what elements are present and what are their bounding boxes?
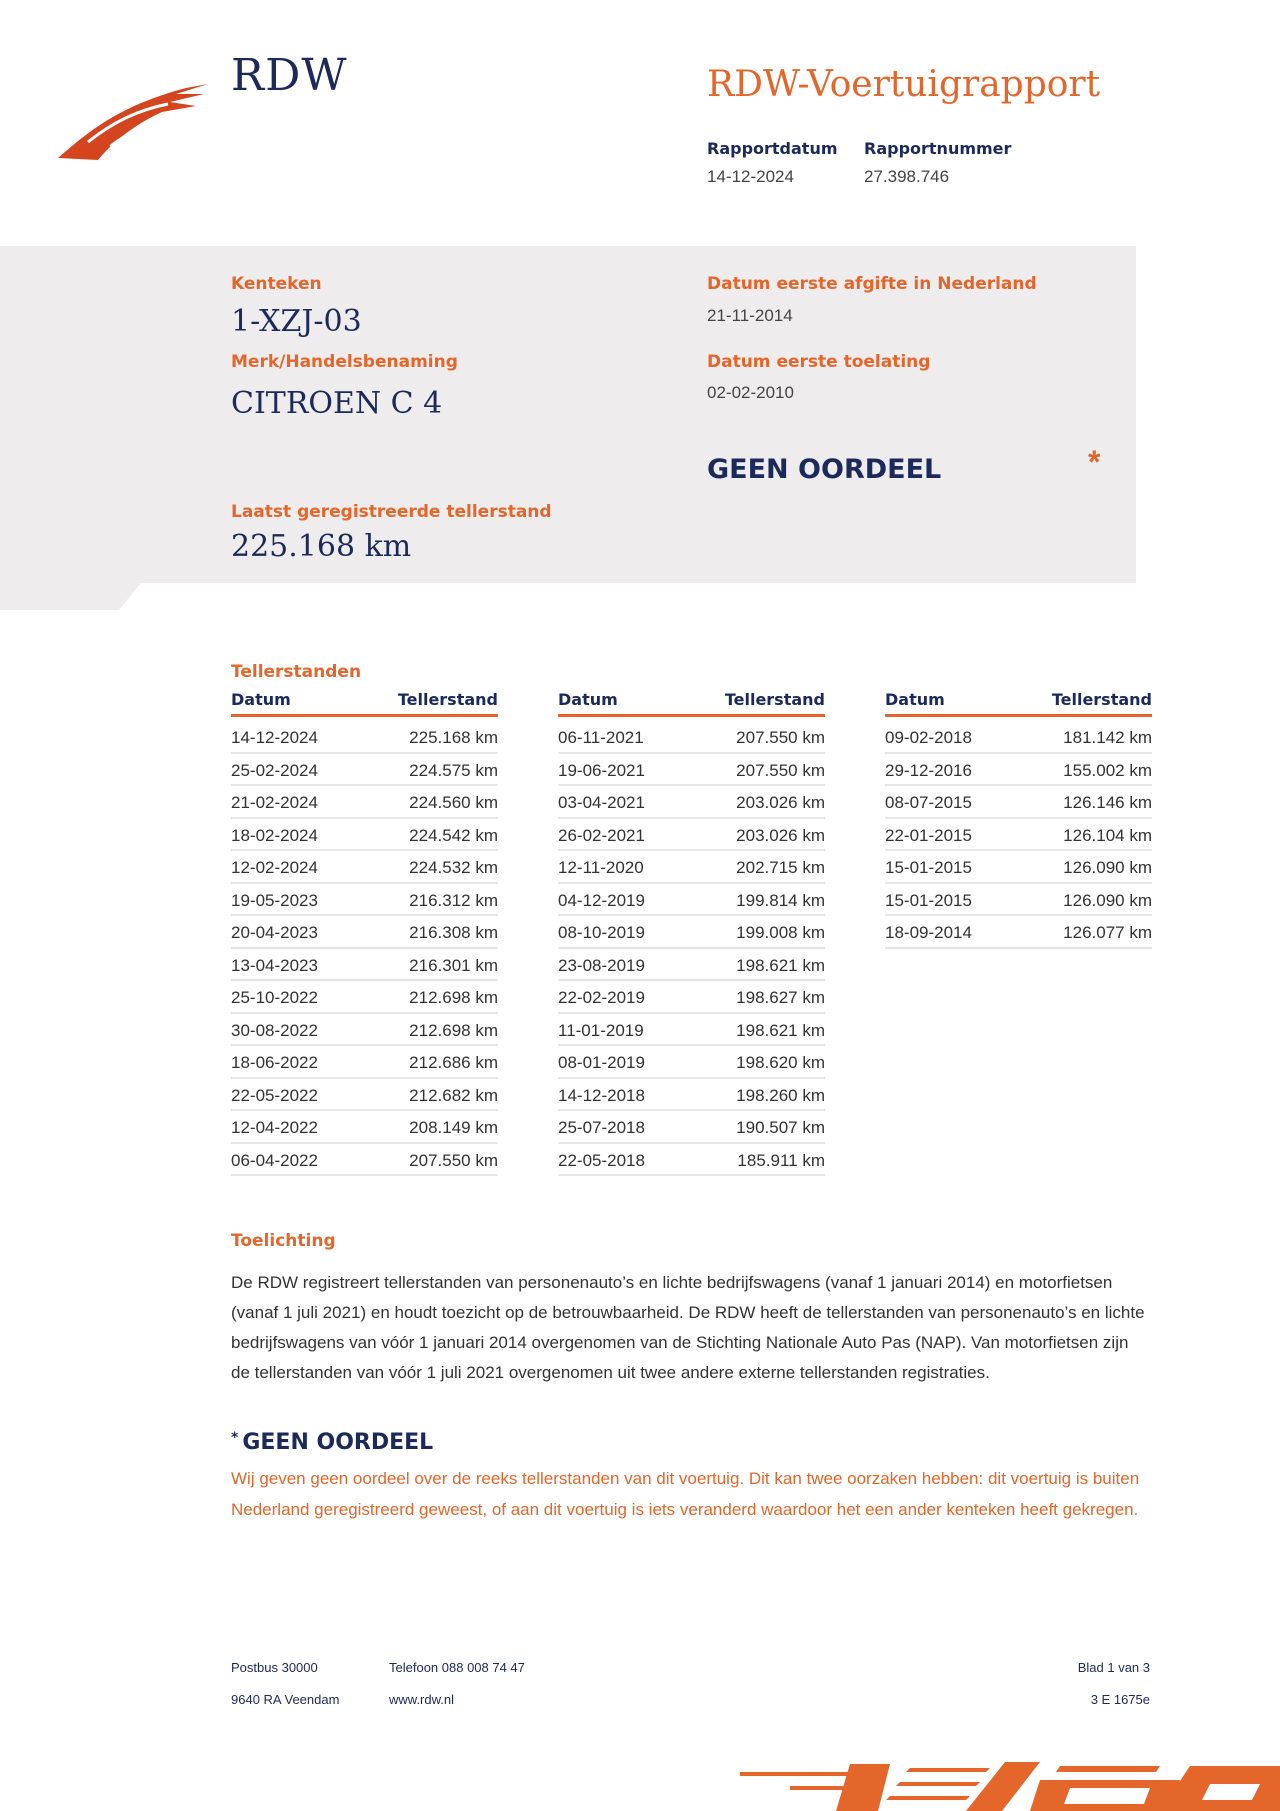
reading-value: 199.008 km <box>736 923 825 942</box>
reading-value: 216.301 km <box>409 955 498 975</box>
reading-value: 203.026 km <box>736 825 825 845</box>
readings-title: Tellerstanden <box>231 662 362 682</box>
nl-issue-value: 21-11-2014 <box>707 306 793 325</box>
reading-value: 198.620 km <box>736 1053 825 1072</box>
reading-date: 25-10-2022 <box>231 988 318 1007</box>
table-row <box>558 1079 825 1112</box>
table-row <box>885 916 1152 949</box>
reading-value: 155.002 km <box>1063 760 1152 780</box>
table-row <box>558 949 825 982</box>
reading-date: 12-04-2022 <box>231 1118 318 1137</box>
verdict-asterisk: * <box>1088 444 1101 480</box>
footer-city: 9640 RA Veendam <box>231 1692 340 1707</box>
reading-value: 203.026 km <box>736 793 825 812</box>
reading-date: 08-01-2019 <box>558 1053 645 1072</box>
reading-value: 126.090 km <box>1063 890 1152 910</box>
date-header: Datum <box>885 690 945 709</box>
table-row <box>885 819 1152 852</box>
make-value: CITROEN C 4 <box>231 386 443 421</box>
reading-date: 22-01-2015 <box>885 825 972 845</box>
footer-page: Blad 1 van 3 <box>1077 1660 1150 1675</box>
reading-date: 23-08-2019 <box>558 955 645 975</box>
reading-date: 18-06-2022 <box>231 1053 318 1072</box>
footer-web[interactable]: www.rdw.nl <box>389 1692 455 1707</box>
table-row <box>558 1014 825 1047</box>
reading-value: 126.146 km <box>1063 793 1152 812</box>
reading-date: 11-01-2019 <box>558 1020 644 1040</box>
reading-date: 13-04-2023 <box>231 955 318 975</box>
report-number: 27.398.746 <box>864 167 950 186</box>
reading-date: 22-05-2018 <box>558 1150 645 1170</box>
readings-column-1 <box>231 690 498 1176</box>
table-row <box>558 981 825 1014</box>
reading-value: 212.698 km <box>409 988 498 1007</box>
table-row <box>558 1144 825 1177</box>
reading-value: 126.090 km <box>1063 858 1152 877</box>
table-row <box>558 1046 825 1079</box>
reading-date: 06-11-2021 <box>558 728 644 747</box>
reading-date: 15-01-2015 <box>885 858 972 877</box>
plate-value: 1-XZJ-03 <box>231 304 362 339</box>
report-date-label: Rapportdatum <box>707 139 838 158</box>
value-header: Tellerstand <box>724 690 825 709</box>
reading-value: 225.168 km <box>409 728 498 747</box>
reading-date: 04-12-2019 <box>558 890 645 910</box>
table-row <box>558 884 825 917</box>
footer-code: 3 E 1675e <box>1090 1692 1150 1707</box>
reading-date: 19-06-2021 <box>558 760 645 780</box>
reading-date: 12-11-2020 <box>558 858 644 877</box>
table-row <box>885 786 1152 819</box>
table-row <box>885 754 1152 787</box>
readings-column-2 <box>558 690 825 1176</box>
reading-date: 19-05-2023 <box>231 890 318 910</box>
reading-date: 06-04-2022 <box>231 1150 318 1170</box>
table-row <box>558 916 825 949</box>
reading-value: 198.621 km <box>736 955 825 975</box>
table-row <box>885 851 1152 884</box>
table-row <box>231 1111 498 1144</box>
reading-value: 207.550 km <box>736 728 825 747</box>
readings-rows <box>885 721 1152 949</box>
reading-date: 14-12-2024 <box>231 728 318 747</box>
odometer-value: 225.168 km <box>231 529 412 564</box>
reading-value: 224.542 km <box>409 825 498 845</box>
reading-date: 14-12-2018 <box>558 1085 645 1105</box>
table-row <box>231 721 498 754</box>
reading-date: 29-12-2016 <box>885 760 972 780</box>
table-row <box>231 851 498 884</box>
reading-value: 216.308 km <box>409 923 498 942</box>
reading-value: 198.260 km <box>736 1085 825 1105</box>
verdict: GEEN OORDEEL <box>707 454 942 485</box>
table-row <box>885 884 1152 917</box>
reading-value: 216.312 km <box>409 890 498 910</box>
rdw-logo-icon <box>58 82 208 160</box>
reading-date: 25-02-2024 <box>231 760 318 780</box>
readings-header <box>885 690 1152 717</box>
table-row <box>231 1046 498 1079</box>
reading-value: 202.715 km <box>736 858 825 877</box>
vehicle-panel-tab <box>0 578 145 610</box>
table-row <box>231 754 498 787</box>
reading-date: 25-07-2018 <box>558 1118 645 1137</box>
reading-value: 224.560 km <box>409 793 498 812</box>
readings-rows <box>231 721 498 1176</box>
table-row <box>558 851 825 884</box>
reading-date: 20-04-2023 <box>231 923 318 942</box>
reading-value: 199.814 km <box>736 890 825 910</box>
table-row <box>231 1144 498 1177</box>
note-asterisk: * <box>231 1430 239 1446</box>
explanation-title: Toelichting <box>231 1231 336 1251</box>
reading-value: 185.911 km <box>737 1150 825 1170</box>
report-number-label: Rapportnummer <box>864 139 1012 158</box>
make-label: Merk/Handelsbenaming <box>231 352 458 372</box>
readings-column-3 <box>885 690 1152 949</box>
footer-phone: Telefoon 088 008 74 47 <box>389 1660 525 1675</box>
table-row <box>558 819 825 852</box>
table-row <box>231 916 498 949</box>
reading-date: 08-07-2015 <box>885 793 972 812</box>
reading-date: 18-02-2024 <box>231 825 318 845</box>
explanation-text: De RDW registreert tellerstanden van personenauto’s en lichte bedrijfswagens (vanaf 1 januari 2014) en motorfietsen (vanaf 1 juli 2021) en houdt toezicht op de betrouwbaarheid. De RDW heeft de tellerstanden van personenauto’s en lichte bedrijfswagens van vóór 1 januari 2014 overgenomen van de Stichting Nationale Auto Pas (NAP). Van motorfietsen zijn de tellerstanden van vóór 1 juli 2021 overgenomen uit twee andere externe tellerstanden registraties. <box>231 1273 1145 1382</box>
footer-postbus: Postbus 30000 <box>231 1660 318 1675</box>
reading-date: 30-08-2022 <box>231 1020 318 1040</box>
reading-date: 18-09-2014 <box>885 923 972 942</box>
readings-header <box>231 690 498 717</box>
reading-date: 21-02-2024 <box>231 793 318 812</box>
reading-value: 212.698 km <box>409 1020 498 1040</box>
reading-date: 03-04-2021 <box>558 793 645 812</box>
plate-label: Kenteken <box>231 274 322 294</box>
reading-value: 190.507 km <box>736 1118 825 1137</box>
reading-value: 181.142 km <box>1063 728 1152 747</box>
table-row <box>558 754 825 787</box>
date-header: Datum <box>231 690 291 709</box>
reading-date: 26-02-2021 <box>558 825 645 845</box>
reading-value: 207.550 km <box>409 1150 498 1170</box>
decorative-stripes-icon <box>740 1760 1280 1811</box>
table-row <box>231 981 498 1014</box>
reading-value: 212.682 km <box>409 1085 498 1105</box>
value-header: Tellerstand <box>397 690 498 709</box>
table-row <box>231 1079 498 1112</box>
logo-text: RDW <box>231 50 348 101</box>
note-title <box>231 1430 433 1455</box>
reading-value: 224.532 km <box>409 858 498 877</box>
report-date: 14-12-2024 <box>707 167 794 186</box>
value-header: Tellerstand <box>1051 690 1152 709</box>
table-row <box>885 721 1152 754</box>
reading-date: 22-02-2019 <box>558 988 645 1007</box>
reading-date: 12-02-2024 <box>231 858 318 877</box>
table-row <box>231 1014 498 1047</box>
first-admission-label: Datum eerste toelating <box>707 352 931 372</box>
reading-value: 126.104 km <box>1063 825 1152 845</box>
table-row <box>231 819 498 852</box>
reading-value: 198.627 km <box>736 988 825 1007</box>
reading-value: 207.550 km <box>736 760 825 780</box>
reading-value: 198.621 km <box>736 1020 825 1040</box>
report-title: RDW-Voertuigrapport <box>707 64 1101 105</box>
table-row <box>231 786 498 819</box>
table-row <box>558 721 825 754</box>
note-text: Wij geven geen oordeel over de reeks tellerstanden van dit voertuig. Dit kan twee oorzaken hebben: dit voertuig is buiten Nederland geregistreerd geweest, of aan dit voertuig is iets veranderd waardoor het een ander kenteken heeft gekregen. <box>231 1469 1140 1519</box>
reading-date: 22-05-2022 <box>231 1085 318 1105</box>
odometer-label: Laatst geregistreerde tellerstand <box>231 502 552 522</box>
readings-header <box>558 690 825 717</box>
table-row <box>231 949 498 982</box>
reading-date: 08-10-2019 <box>558 923 645 942</box>
first-admission-value: 02-02-2010 <box>707 383 794 402</box>
table-row <box>558 786 825 819</box>
reading-date: 09-02-2018 <box>885 728 972 747</box>
date-header: Datum <box>558 690 618 709</box>
reading-value: 126.077 km <box>1063 923 1152 942</box>
reading-value: 224.575 km <box>409 760 498 780</box>
vehicle-panel <box>0 246 1136 583</box>
table-row <box>231 884 498 917</box>
readings-rows <box>558 721 825 1176</box>
nl-issue-label: Datum eerste afgifte in Nederland <box>707 274 1037 294</box>
reading-value: 212.686 km <box>409 1053 498 1072</box>
table-row <box>558 1111 825 1144</box>
reading-value: 208.149 km <box>409 1118 498 1137</box>
reading-date: 15-01-2015 <box>885 890 972 910</box>
note-title-text: GEEN OORDEEL <box>242 1430 434 1455</box>
